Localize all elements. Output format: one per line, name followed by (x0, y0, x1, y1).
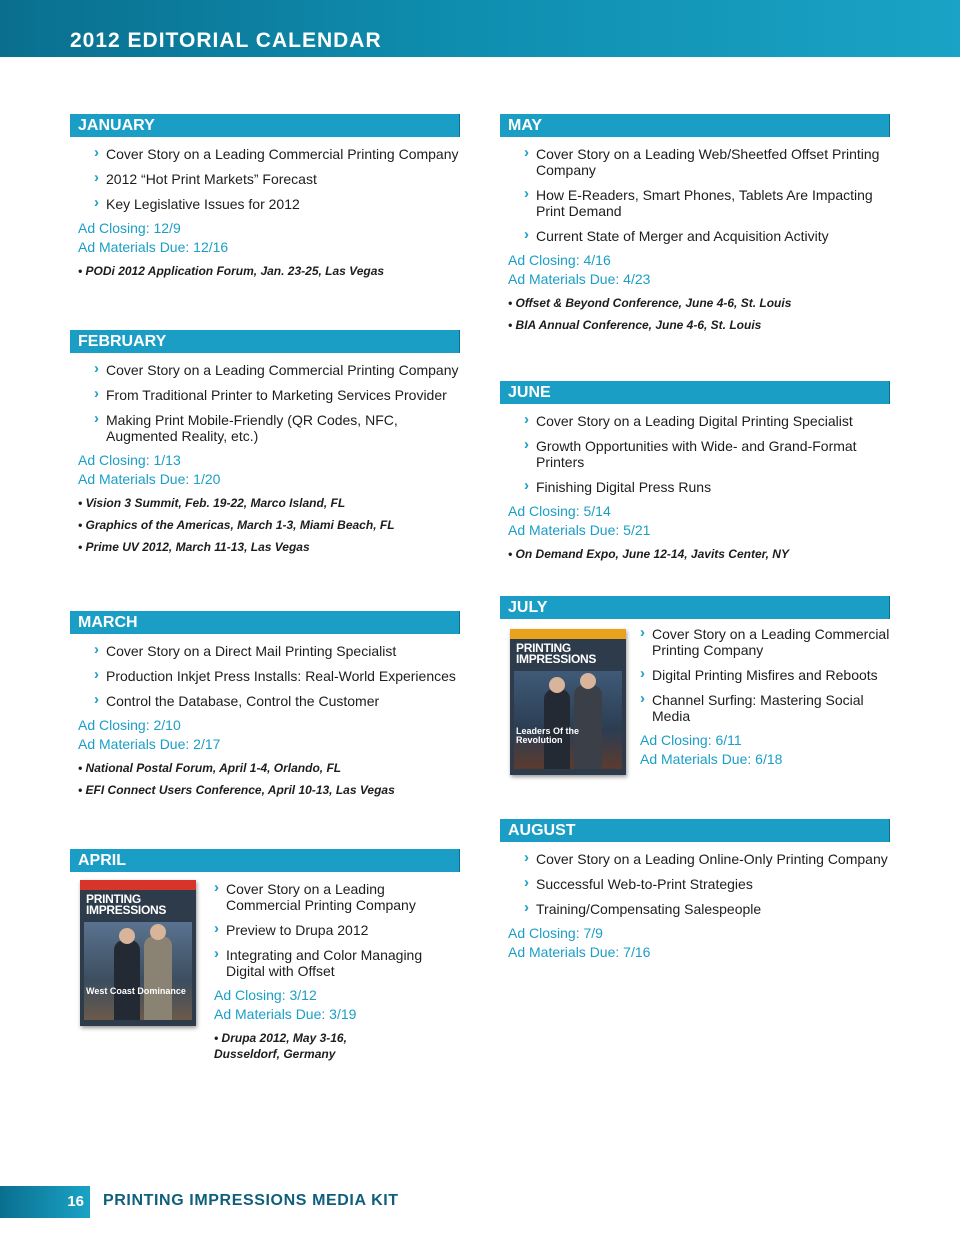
month-section-march (70, 611, 460, 798)
chevron-right-icon: › (214, 920, 219, 937)
chevron-right-icon: › (524, 411, 529, 428)
month-section-april (70, 849, 460, 1061)
topic-item: › Cover Story on a Leading Commercial Printing Company (94, 360, 459, 378)
topic-item: › Integrating and Color Managing Digital with Offset (214, 945, 423, 979)
topic-item: › 2012 “Hot Print Markets” Forecast (94, 169, 317, 187)
month-section-february (70, 330, 460, 555)
chevron-right-icon: › (524, 436, 529, 453)
event-item: • Offset & Beyond Conference, June 4-6, St. Louis (508, 296, 792, 310)
page-title: 2012 EDITORIAL CALENDAR (70, 29, 382, 52)
topic-list (500, 851, 890, 917)
topic-item: › Cover Story on a Leading Commercial Printing Company (640, 624, 890, 658)
magazine-cover-image (510, 629, 626, 775)
chevron-right-icon: › (524, 185, 529, 202)
topic-item: › Cover Story on a Leading Online-Only Printing Company (524, 849, 888, 867)
topic-item: › How E-Readers, Smart Phones, Tablets Are Impacting Print Demand (524, 185, 873, 219)
event-item: • BIA Annual Conference, June 4-6, St. Louis (508, 318, 762, 332)
chevron-right-icon: › (94, 666, 99, 683)
ad-materials-due: Ad Materials Due: 5/21 (508, 522, 651, 538)
topic-list (70, 362, 460, 444)
cover-headline: Leaders Of the Revolution (516, 726, 580, 745)
topic-item: › Cover Story on a Leading Web/Sheetfed Offset Printing Company (524, 144, 880, 178)
ad-materials-due: Ad Materials Due: 2/17 (78, 736, 221, 752)
topic-item: › Making Print Mobile-Friendly (QR Codes, NFC, Augmented Reality, etc.) (94, 410, 398, 444)
month-heading: FEBRUARY (70, 330, 460, 353)
chevron-right-icon: › (524, 849, 529, 866)
topic-item: › Finishing Digital Press Runs (524, 477, 712, 495)
cover-headline: West Coast Dominance (86, 986, 186, 996)
topic-item: › From Traditional Printer to Marketing Services Provider (94, 385, 447, 403)
ad-closing: Ad Closing: 7/9 (508, 925, 603, 941)
event-item: • Prime UV 2012, March 11-13, Las Vegas (78, 540, 310, 554)
event-item: • Vision 3 Summit, Feb. 19-22, Marco Island, FL (78, 496, 346, 510)
chevron-right-icon: › (640, 690, 645, 707)
ad-materials-due: Ad Materials Due: 7/16 (508, 944, 651, 960)
chevron-right-icon: › (94, 194, 99, 211)
magazine-cover-image (80, 880, 196, 1026)
topic-item: › Growth Opportunities with Wide- and Grand-Format Printers (524, 436, 857, 470)
ad-materials-due: Ad Materials Due: 1/20 (78, 471, 221, 487)
topic-list (500, 413, 890, 495)
ad-materials-due: Ad Materials Due: 3/19 (214, 1006, 357, 1022)
topic-list (70, 643, 460, 709)
topic-item: › Training/Compensating Salespeople (524, 899, 762, 917)
ad-closing: Ad Closing: 2/10 (78, 717, 181, 733)
topic-item: › Cover Story on a Direct Mail Printing Specialist (94, 641, 397, 659)
topic-list (190, 881, 450, 979)
chevron-right-icon: › (524, 899, 529, 916)
page-number: 16 (0, 1186, 90, 1218)
ad-closing: Ad Closing: 6/11 (640, 732, 742, 748)
month-section-may (500, 114, 890, 333)
cover-masthead: PRINTING IMPRESSIONS (86, 892, 167, 917)
chevron-right-icon: › (94, 169, 99, 186)
ad-materials-due: Ad Materials Due: 4/23 (508, 271, 651, 287)
page-footer (0, 1186, 960, 1218)
cover-masthead: PRINTING IMPRESSIONS (516, 641, 597, 666)
month-heading: MARCH (70, 611, 460, 634)
topic-list (70, 146, 460, 212)
chevron-right-icon: › (94, 385, 99, 402)
month-section-january (70, 114, 460, 279)
event-item: • National Postal Forum, April 1-4, Orlando, FL (78, 761, 342, 775)
topic-item: › Digital Printing Misfires and Reboots (640, 665, 878, 683)
topic-list (616, 626, 896, 724)
page-header-bar (0, 0, 960, 57)
event-item: • On Demand Expo, June 12-14, Javits Center, NY (508, 547, 789, 561)
topic-item: › Cover Story on a Leading Commercial Printing Company (94, 144, 459, 162)
ad-closing: Ad Closing: 1/13 (78, 452, 181, 468)
chevron-right-icon: › (640, 665, 645, 682)
topic-item: › Key Legislative Issues for 2012 (94, 194, 300, 212)
ad-materials-due: Ad Materials Due: 12/16 (78, 239, 229, 255)
chevron-right-icon: › (524, 477, 529, 494)
month-section-june (500, 381, 890, 562)
ad-materials-due: Ad Materials Due: 6/18 (640, 751, 783, 767)
event-item: • Drupa 2012, May 3-16, Dusseldorf, Germany (214, 1031, 347, 1061)
month-section-july (500, 596, 890, 767)
month-heading: APRIL (70, 849, 460, 872)
chevron-right-icon: › (214, 945, 219, 962)
event-item: • PODi 2012 Application Forum, Jan. 23-25, Las Vegas (78, 264, 385, 278)
month-heading: AUGUST (500, 819, 890, 842)
ad-closing: Ad Closing: 5/14 (508, 503, 611, 519)
topic-item: › Cover Story on a Leading Digital Printing Specialist (524, 411, 853, 429)
chevron-right-icon: › (94, 360, 99, 377)
chevron-right-icon: › (640, 624, 645, 641)
chevron-right-icon: › (94, 641, 99, 658)
topic-item: › Control the Database, Control the Customer (94, 691, 380, 709)
topic-item: › Channel Surfing: Mastering Social Media (640, 690, 864, 724)
ad-closing: Ad Closing: 3/12 (214, 987, 317, 1003)
month-heading: MAY (500, 114, 890, 137)
chevron-right-icon: › (94, 410, 99, 427)
chevron-right-icon: › (524, 144, 529, 161)
month-section-august (500, 819, 890, 962)
ad-closing: Ad Closing: 4/16 (508, 252, 611, 268)
topic-item: › Production Inkjet Press Installs: Real-World Experiences (94, 666, 456, 684)
chevron-right-icon: › (94, 691, 99, 708)
topic-item: › Preview to Drupa 2012 (214, 920, 369, 938)
publication-name: PRINTING IMPRESSIONS MEDIA KIT (103, 1192, 399, 1209)
ad-closing: Ad Closing: 12/9 (78, 220, 181, 236)
chevron-right-icon: › (524, 226, 529, 243)
chevron-right-icon: › (524, 874, 529, 891)
topic-item: › Current State of Merger and Acquisition Activity (524, 226, 829, 244)
chevron-right-icon: › (94, 144, 99, 161)
topic-item: › Cover Story on a Leading Commercial Printing Company (214, 879, 416, 913)
topic-item: › Successful Web-to-Print Strategies (524, 874, 753, 892)
event-item: • Graphics of the Americas, March 1-3, Miami Beach, FL (78, 518, 395, 532)
month-heading: JANUARY (70, 114, 460, 137)
month-heading: JUNE (500, 381, 890, 404)
event-item: • EFI Connect Users Conference, April 10-13, Las Vegas (78, 783, 395, 797)
topic-list (500, 146, 890, 244)
chevron-right-icon: › (214, 879, 219, 896)
month-heading: JULY (500, 596, 890, 619)
